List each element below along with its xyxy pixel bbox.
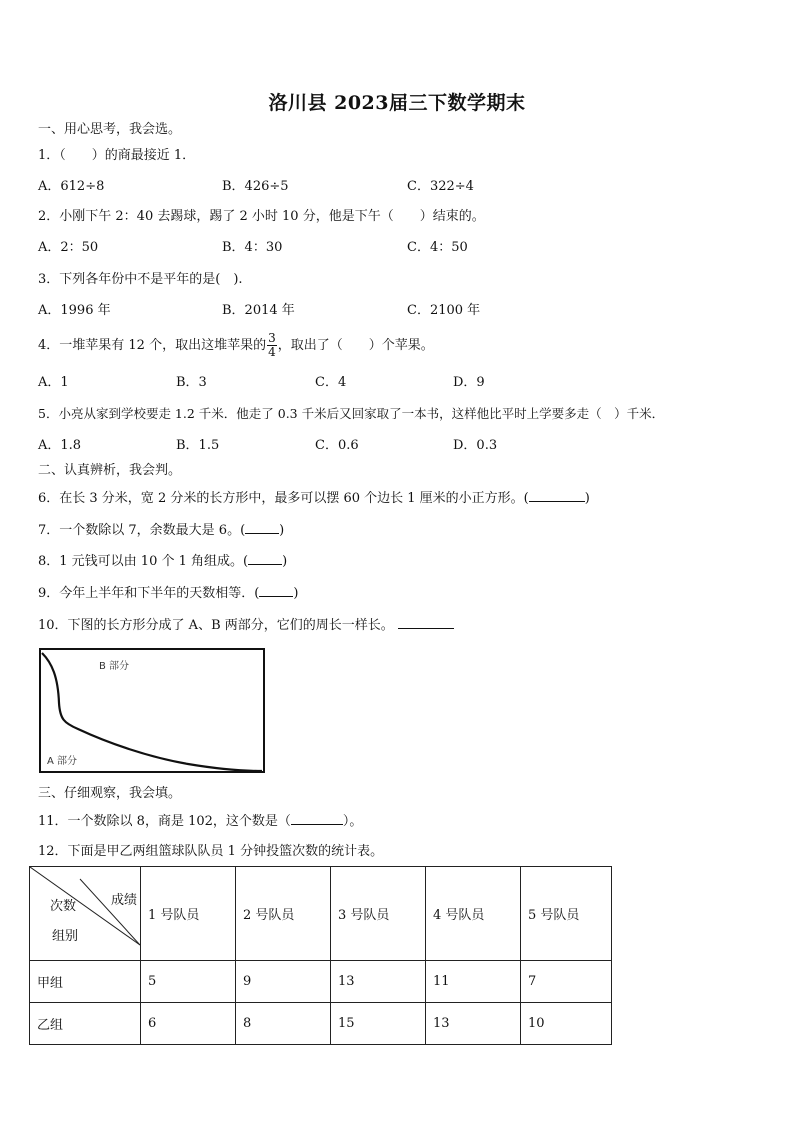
q4-option-c: C．4 [315, 375, 347, 390]
q9-text: 9．今年上半年和下半年的天数相等．( [38, 586, 260, 601]
q6-text: 6．在长 3 分米，宽 2 分米的长方形中，最多可以摆 60 个边长 1 厘米的小正方形。( [38, 491, 529, 506]
q2-option-c: C．4：50 [407, 240, 468, 255]
table-cell: 9 [236, 961, 331, 1003]
label-part-b: B 部分 [99, 661, 130, 672]
question-1: 1．（ ）的商最接近 1． [38, 148, 196, 163]
section-heading-2: 二、认真辨析，我会判。 [38, 463, 182, 478]
diagonal-lines [30, 867, 147, 960]
q5-option-b: B．1.5 [176, 438, 220, 453]
question-8 [38, 552, 287, 570]
section-heading-3: 三、仔细观察，我会填。 [38, 786, 182, 801]
rectangle-figure [38, 647, 266, 774]
question-9 [38, 584, 298, 602]
answer-blank[interactable] [398, 616, 454, 629]
answer-blank[interactable] [529, 489, 585, 502]
table-corner-cell [30, 867, 141, 961]
answer-blank[interactable] [248, 552, 282, 565]
question-7 [38, 521, 284, 539]
question-12: 12．下面是甲乙两组篮球队队员 1 分钟投篮次数的统计表。 [38, 844, 384, 859]
q7-text: 7．一个数除以 7，余数最大是 6。( [38, 523, 246, 538]
table-cell: 5 [141, 961, 236, 1003]
table-cell: 7 [521, 961, 612, 1003]
figure-rectangle-outline [40, 649, 264, 772]
q11-text: 11．一个数除以 8，商是 102，这个数是（ [38, 814, 291, 829]
page-title: 洛川县 2023届三下数学期末 [268, 92, 526, 114]
question-4 [38, 327, 434, 365]
q6-close: ) [584, 491, 590, 506]
q5-option-a: A．1.8 [38, 438, 82, 453]
table-cell: 6 [141, 1003, 236, 1045]
stats-table [29, 866, 612, 1045]
question-10 [38, 616, 454, 634]
fraction-denominator: 4 [268, 345, 276, 359]
q1-option-b: B．426÷5 [222, 179, 289, 194]
table-row [30, 961, 612, 1003]
table-header-cell: 5 号队员 [521, 867, 612, 961]
fraction-numerator: 3 [268, 331, 276, 345]
q3-option-a: A．1996 年 [38, 303, 111, 318]
q11-close: ）。 [342, 814, 363, 829]
table-cell: 10 [521, 1003, 612, 1045]
q1-option-c: C．322÷4 [407, 179, 474, 194]
answer-blank[interactable] [291, 812, 343, 825]
table-cell: 15 [331, 1003, 426, 1045]
answer-blank[interactable] [259, 584, 293, 597]
answer-blank[interactable] [245, 521, 279, 534]
question-3: 3．下列各年份中不是平年的是( ). [38, 272, 243, 287]
table-group-cell: 甲组 [30, 961, 141, 1003]
table-cell: 8 [236, 1003, 331, 1045]
q8-text: 8．1 元钱可以由 10 个 1 角组成。( [38, 554, 249, 569]
section-heading-1: 一、用心思考，我会选。 [38, 122, 182, 137]
corner-label-count: 次数 [50, 899, 77, 914]
question-5: 5．小亮从家到学校要走 1.2 千米．他走了 0.3 千米后又回家取了一本书，这样他比平时上学要多走（ ）千米． [38, 406, 665, 421]
q4-text-before: 4．一堆苹果有 12 个，取出这堆苹果的 [38, 338, 267, 353]
q5-option-d: D．0.3 [453, 438, 498, 453]
table-header-cell: 1 号队员 [141, 867, 236, 961]
table-header-cell: 2 号队员 [236, 867, 331, 961]
fraction-three-quarters [267, 332, 277, 359]
table-group-cell: 乙组 [30, 1003, 141, 1045]
table-header-cell: 3 号队员 [331, 867, 426, 961]
q4-option-b: B．3 [176, 375, 207, 390]
q8-close: ) [282, 554, 288, 569]
q4-option-a: A．1 [38, 375, 69, 390]
label-part-a: A 部分 [47, 756, 78, 767]
table-header-cell: 4 号队员 [426, 867, 521, 961]
table-cell: 13 [426, 1003, 521, 1045]
q4-text-after: ，取出了（ ）个苹果。 [277, 338, 434, 353]
q1-option-a: A．612÷8 [38, 179, 105, 194]
q3-option-c: C．2100 年 [407, 303, 481, 318]
corner-label-score: 成绩 [111, 893, 138, 908]
q2-option-a: A．2：50 [38, 240, 99, 255]
q2-option-b: B．4：30 [222, 240, 283, 255]
q9-close: ) [293, 586, 299, 601]
question-6 [38, 489, 590, 507]
table-cell: 11 [426, 961, 521, 1003]
q7-close: ) [279, 523, 285, 538]
table-cell: 13 [331, 961, 426, 1003]
table-row [30, 1003, 612, 1045]
q4-option-d: D．9 [453, 375, 485, 390]
q10-text: 10．下图的长方形分成了 A、B 两部分，它们的周长一样长。 [38, 618, 394, 633]
q3-option-b: B．2014 年 [222, 303, 295, 318]
q5-option-c: C．0.6 [315, 438, 359, 453]
question-2: 2．小刚下午 2：40 去踢球，踢了 2 小时 10 分，他是下午（ ）结束的。 [38, 209, 485, 224]
corner-label-group: 组别 [52, 929, 79, 944]
question-11 [38, 812, 362, 830]
table-header-row [30, 867, 612, 961]
